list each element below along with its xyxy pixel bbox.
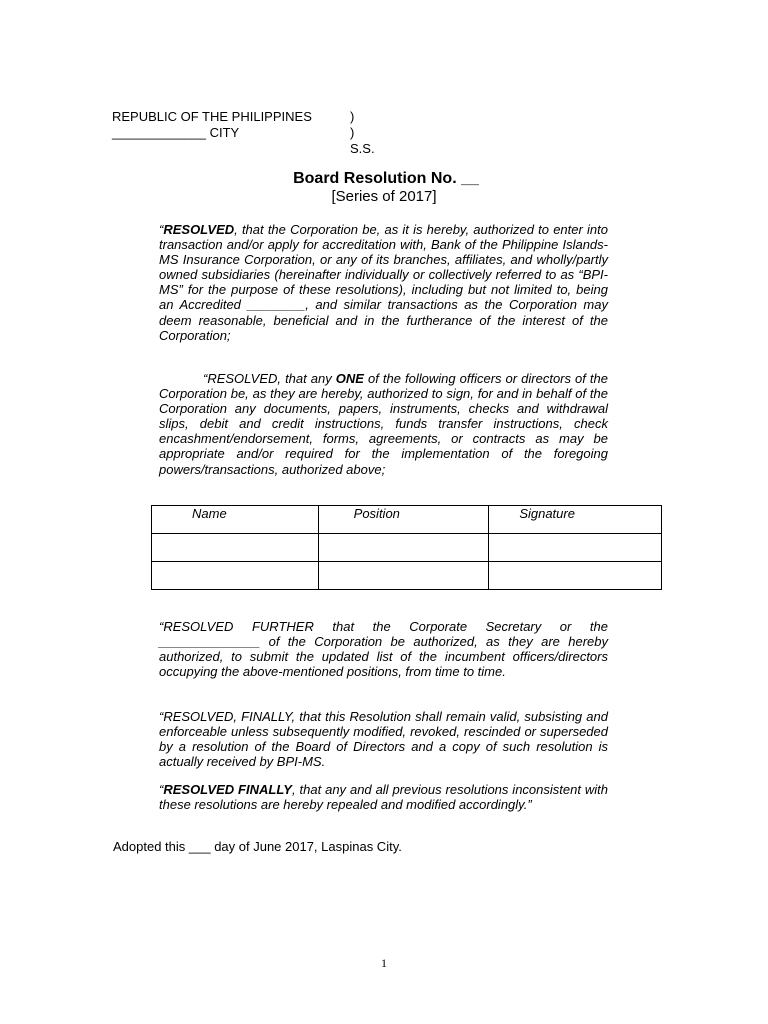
signatory-table xyxy=(151,505,662,590)
resolution-paragraph-1 xyxy=(159,222,608,343)
one-bold: ONE xyxy=(335,371,364,386)
paragraph-2-lead: “RESOLVED, that any xyxy=(203,371,336,386)
page-number: 1 xyxy=(381,956,387,970)
paragraph-1-text: , that the Corporation be, as it is hereby, authorized to enter into transaction and/or apply for accreditation with, Bank of the Philippine Islands-MS Insurance Corporation, or any of its branches, affiliates, and wholly/partly owned subsidiaries (hereinafter individually or collectively referred to as “BPI-MS” for the purpose of these resolutions), including but not limited to, being an Accredited ________, and similar transactions as the Corporation may deem reasonable, beneficial and in the furtherance of the interest of the Corporation; xyxy=(159,222,608,343)
open-quote: “ xyxy=(159,782,164,797)
table-row xyxy=(152,534,662,562)
resolution-title: Board Resolution No. __ xyxy=(293,170,479,187)
table-header-row xyxy=(152,506,662,534)
resolved-bold: RESOLVED xyxy=(163,222,235,237)
table-row xyxy=(152,562,662,590)
adopted-line: Adopted this ___ day of June 2017, Laspinas City. xyxy=(113,839,402,854)
signature-cell[interactable] xyxy=(489,562,662,590)
name-cell[interactable] xyxy=(152,534,319,562)
paragraph-5-text: , that any and all previous resolutions inconsistent with these resolutions are hereby repealed and modified accordingly.” xyxy=(159,782,608,813)
header-position: Position xyxy=(353,506,400,521)
header-name-cell xyxy=(152,506,319,534)
header-name: Name xyxy=(192,506,227,521)
header-signature: Signature xyxy=(519,506,575,521)
paragraph-2-text: of the following officers or directors of the Corporation be, as they are hereby, authorized to sign, for and in behalf of the Corporation any documents, papers, instruments, checks and withdrawal slips, debit and credit instructions, funds transfer instructions, check encashment/endorsement, forms, agreements, or contracts as may be appropriate and/or required for the implementation of the foregoing powers/transactions, authorized above; xyxy=(159,371,608,477)
venue-ss: ) S.S. xyxy=(350,125,375,156)
resolution-series: [Series of 2017] xyxy=(331,188,437,205)
venue-republic: REPUBLIC OF THE PHILIPPINES xyxy=(112,109,312,124)
name-cell[interactable] xyxy=(152,562,319,590)
open-quote: “ xyxy=(159,222,164,237)
venue-city: _____________ CITY xyxy=(112,125,240,140)
header-signature-cell xyxy=(489,506,662,534)
header-position-cell xyxy=(318,506,489,534)
position-cell[interactable] xyxy=(318,562,489,590)
resolution-paragraph-3: “RESOLVED FURTHER that the Corporate Secretary or the ______________ of the Corporation be authorized, as they are hereby authorized, to submit the updated list of the incumbent officers/directors occupying the above-mentioned positions, from time to time. xyxy=(159,619,608,680)
resolved-finally-bold: RESOLVED FINALLY xyxy=(163,782,292,797)
venue-paren: ) xyxy=(350,109,355,124)
resolution-paragraph-2 xyxy=(159,371,608,477)
resolution-paragraph-4: “RESOLVED, FINALLY, that this Resolution shall remain valid, subsisting and enforceable unless subsequently modified, revoked, rescinded or superseded by a resolution of the Board of Directors and a copy of such resolution is actually received by BPI-MS. xyxy=(159,709,608,770)
position-cell[interactable] xyxy=(318,534,489,562)
signature-cell[interactable] xyxy=(489,534,662,562)
resolution-paragraph-5 xyxy=(159,782,608,812)
venue-block xyxy=(112,109,375,156)
